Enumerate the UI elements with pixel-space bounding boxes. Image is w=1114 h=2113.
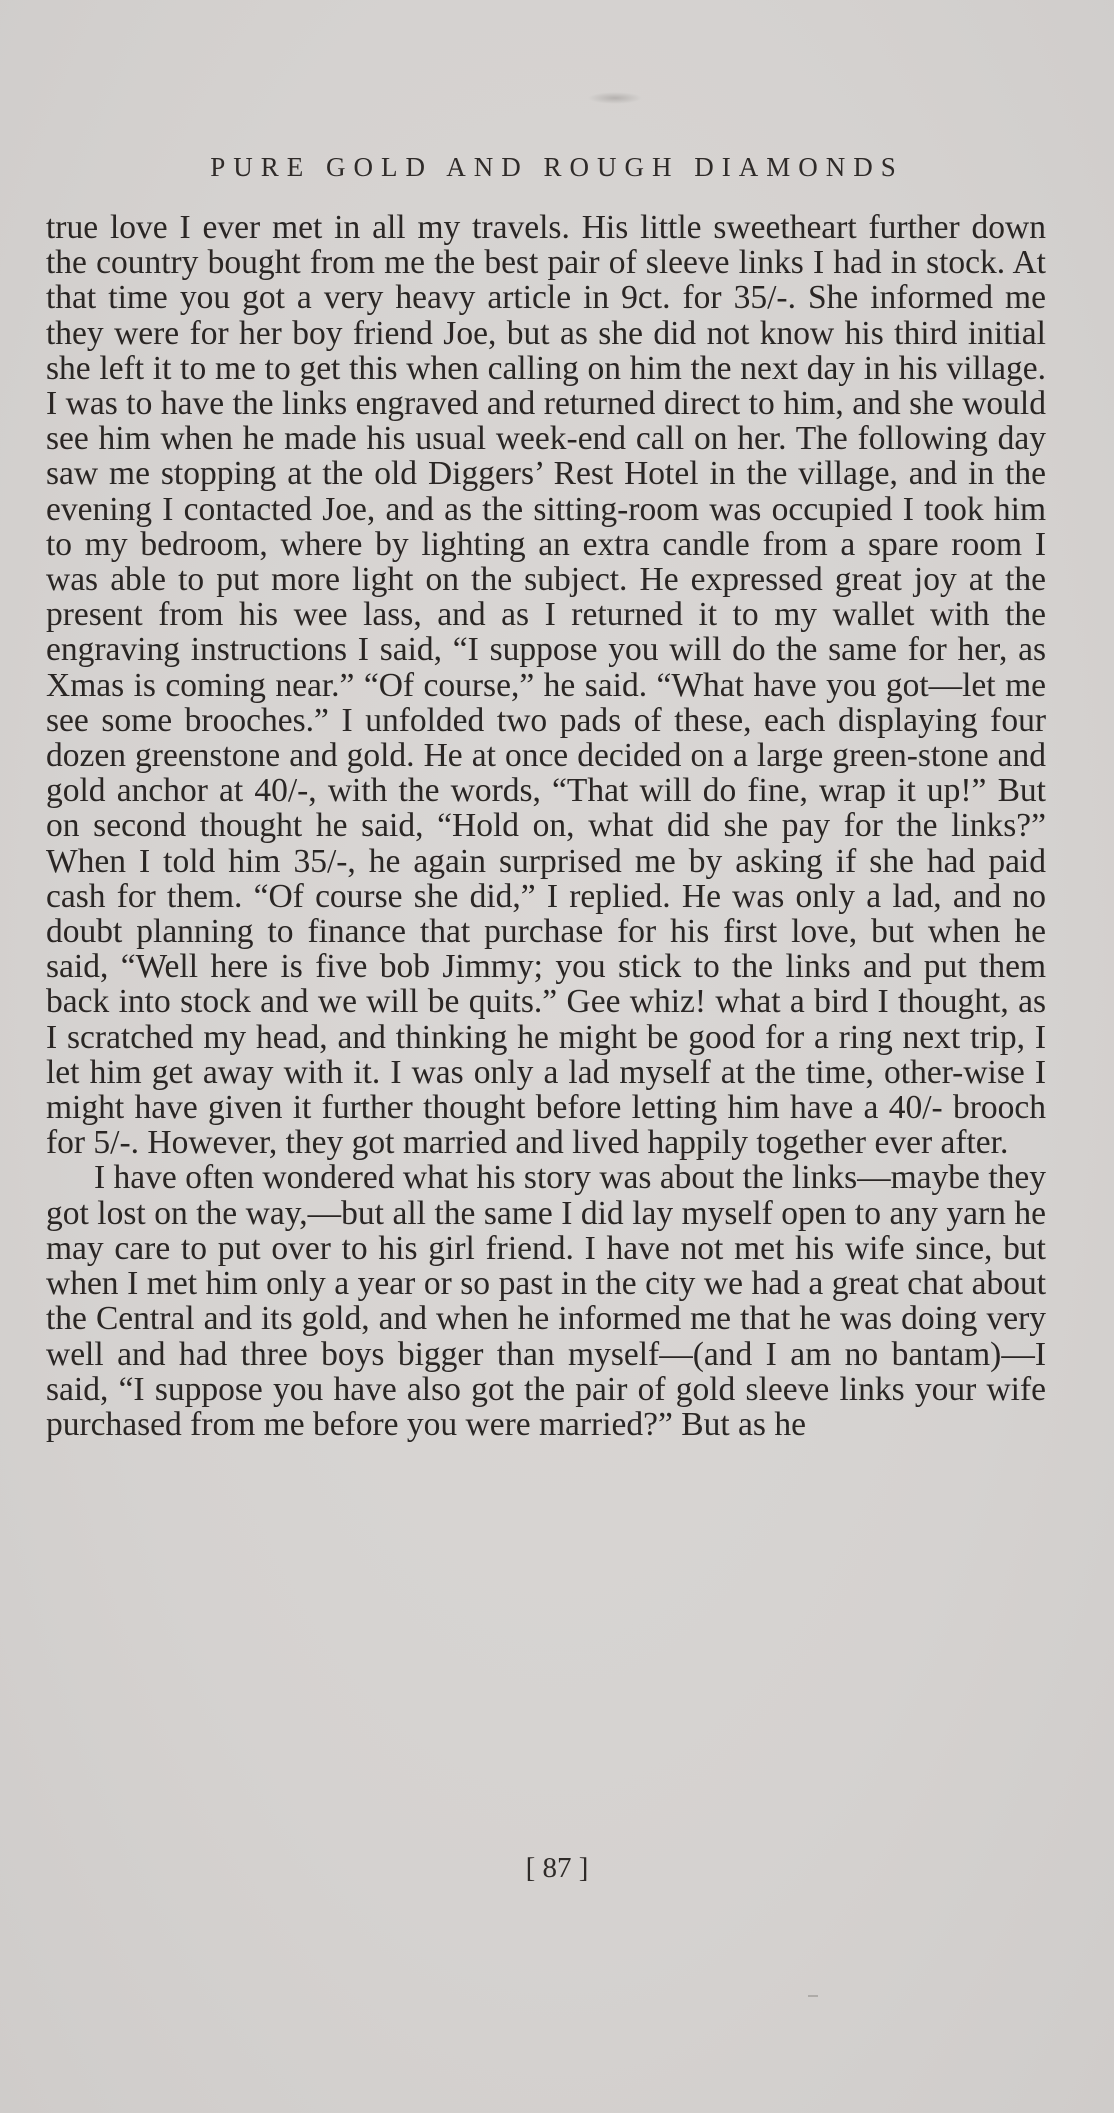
page-number: [ 87 ] (525, 1852, 589, 1884)
body-text (46, 210, 1046, 1442)
paragraph: I have often wondered what his story was about the links—maybe they got lost on the way,—but all the same I did lay myself open to any yarn he may care to put over to his girl friend. I have not met his wife since, but when I met him only a year or so past in the city we had a great chat about the Central and its gold, and when he informed me that he was doing very well and had three boys bigger than myself—(and I am no bantam)—I said, “I suppose you have also got the pair of gold sleeve links your wife purchased from me before you were married?” But as he (46, 1159, 1046, 1443)
ink-smudge (588, 92, 642, 104)
paragraph-continued: true love I ever met in all my travels. His little sweetheart further down the country bought from me the best pair of sleeve links I had in stock. At that time you got a very heavy article in 9ct. for 35/-. She informed me they were for her boy friend Joe, but as she did not know his third initial she left it to me to get this when calling on him the next day in his village. I was to have the links engraved and returned direct to him, and she would see him when he made his usual week-end call on her. The following day saw me stopping at the old Diggers’ Rest Hotel in the village, and in the evening I contacted Joe, and as the sitting-room was occupied I took him to my bedroom, where by lighting an extra candle from a spare room I was able to put more light on the subject. He expressed great joy at the present from his wee lass, and as I returned it to my wallet with the engraving instructions I said, “I suppose you will do the same for her, as Xmas is coming near.” “Of course,” he said. “What have you got—let me see some brooches.” I unfolded two pads of these, each displaying four dozen greenstone and gold. He at once decided on a large green-stone and gold anchor at 40/-, with the words, “That will do fine, wrap it up!” But on second thought he said, “Hold on, what did she pay for the links?” When I told him 35/-, he again surprised me by asking if she had paid cash for them. “Of course she did,” I replied. He was only a lad, and no doubt planning to finance that purchase for his first love, but when he said, “Well here is five bob Jimmy; you stick to the links and put them back into stock and we will be quits.” Gee whiz! what a bird I thought, as I scratched my head, and thinking he might be good for a ring next trip, I let him get away with it. I was only a lad myself at the time, other-wise I might have given it further thought before letting him have a 40/- brooch for 5/-. However, they got married and lived happily together ever after. (46, 209, 1046, 1162)
paper-speck (808, 1995, 818, 1997)
running-head: PURE GOLD AND ROUGH DIAMONDS (210, 152, 904, 182)
